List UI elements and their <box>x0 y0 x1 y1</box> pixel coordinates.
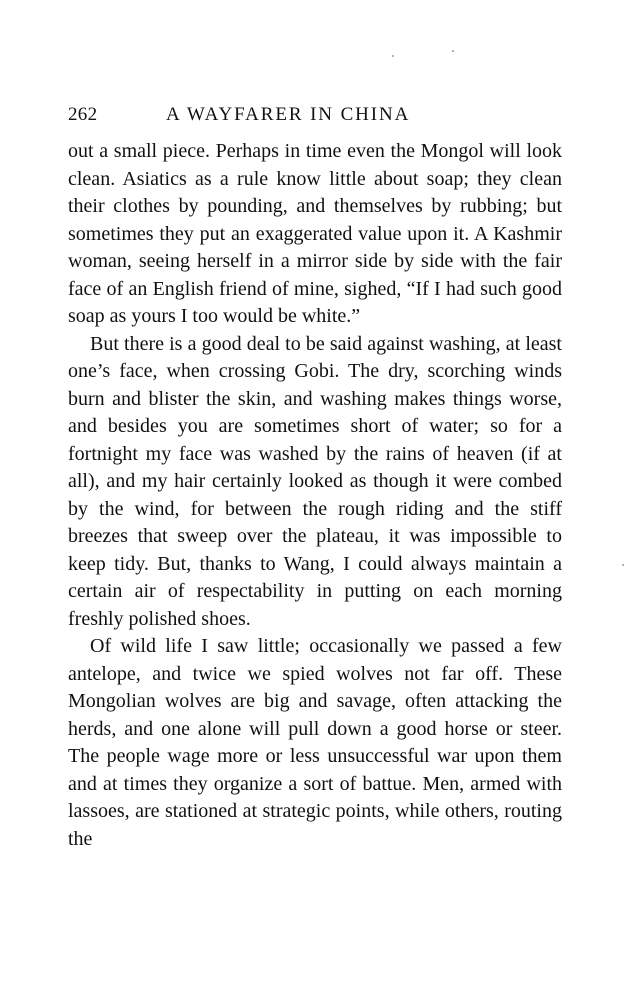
paper-speck <box>392 55 394 57</box>
paper-speck <box>452 50 454 52</box>
paper-speck <box>622 564 624 566</box>
running-title: A WAYFARER IN CHINA <box>166 104 411 125</box>
paragraph: But there is a good deal to be said against washing, at least one’s face, when crossing Gobi. The dry, scorching winds burn and blister the skin, and washing makes things worse, and besides you are sometimes short of water; so for a fortnight my face was washed by the rains of heaven (if at all), and my hair certainly looked as though it were combed by the wind, for between the rough riding and the stiff breezes that sweep over the plateau, it was impossible to keep tidy. But, thanks to Wang, I could always maintain a certain air of respectability in putting on each morning freshly polished shoes. <box>68 332 562 630</box>
page-number: 262 <box>68 104 98 125</box>
paragraph: Of wild life I saw little; occasionally we passed a few antelope, and twice we spied wolves not far off. These Mongolian wolves are big and savage, often attacking the herds, and one alone will pull down a good horse or steer. The people wage more or less unsuccessful war upon them and at times they organize a sort of battue. Men, armed with lassoes, are stationed at strategic points, while others, routing the <box>68 635 562 850</box>
running-header <box>68 100 562 130</box>
body-text <box>68 138 562 853</box>
paragraph: out a small piece. Perhaps in time even the Mongol will look clean. Asiatics as a rule know little about soap; they clean their clothes by pounding, and themselves by rubbing; but sometimes they put an exaggerated value upon it. A Kashmir woman, seeing herself in a mirror side by side with the fair face of an English friend of mine, sighed, “If I had such good soap as yours I too would be white.” <box>68 140 562 327</box>
